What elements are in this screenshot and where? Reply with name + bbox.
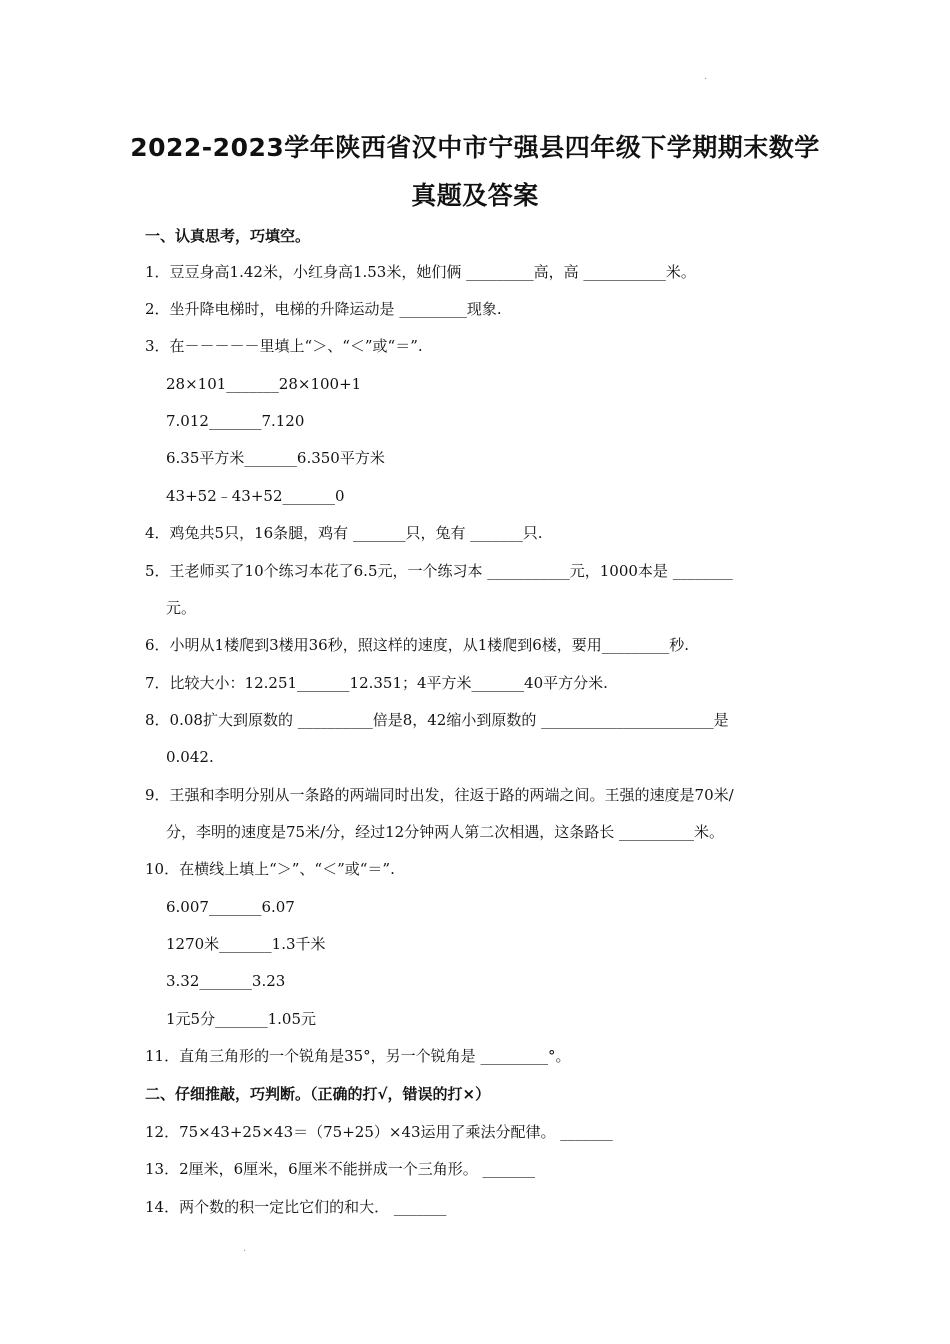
question-9-continued: 分，李明的速度是75米/分，经过12分钟两人第二次相遇，这条路长 __________米。 [166,823,724,841]
section-1-heading: 一、认真思考，巧填空。 [145,227,311,245]
question-10-item-4: 1元5分_______1.05元 [166,1010,316,1028]
question-8-continued: 0.042. [166,748,214,766]
question-12: 12．75×43+25×43＝（75+25）×43运用了乘法分配律。 _______ [145,1123,613,1141]
title-line-1: 2022-2023学年陕西省汉中市宁强县四年级下学期期末数学 [130,133,820,162]
question-3: 3．在－－－－－里填上“＞、“＜”或“＝”. [145,337,423,355]
question-6: 6．小明从1楼爬到3楼用36秒，照这样的速度，从1楼爬到6楼，要用_________秒. [145,636,690,654]
question-10-item-3: 3.32_______3.23 [166,972,286,990]
question-2: 2．坐升降电梯时，电梯的升降运动是 _________现象. [145,300,502,318]
question-4: 4．鸡兔共5只，16条腿，鸡有 _______只，兔有 _______只. [145,524,543,542]
question-14: 14．两个数的积一定比它们的和大． _______ [145,1198,447,1216]
question-5-continued: 元。 [166,599,197,617]
question-5: 5．王老师买了10个练习本花了6.5元，一个练习本 ___________元，1000本是 ________ [145,562,733,580]
question-10-item-2: 1270米_______1.3千米 [166,935,326,953]
question-3-item-4: 43+52﹣43+52_______0 [166,487,345,505]
top-dot-mark: · [704,74,708,85]
title-line-2: 真题及答案 [411,181,539,210]
question-7: 7．比较大小：12.251_______12.351；4平方米_______40平方分米. [145,674,608,692]
section-2-heading: 二、仔细推敲，巧判断。（正确的打√，错误的打×） [145,1085,491,1103]
bottom-dot-mark: · [243,1246,247,1257]
question-10-item-1: 6.007_______6.07 [166,898,295,916]
question-8: 8．0.08扩大到原数的 __________倍是8，42缩小到原数的 _______________________是 [145,711,729,729]
question-13: 13．2厘米，6厘米，6厘米不能拼成一个三角形。 _______ [145,1160,535,1178]
question-3-item-3: 6.35平方米_______6.350平方米 [166,449,385,467]
question-3-item-2: 7.012_______7.120 [166,412,305,430]
question-9: 9．王强和李明分别从一条路的两端同时出发，往返于路的两端之间。王强的速度是70米/ [145,786,734,804]
question-11: 11．直角三角形的一个锐角是35°，另一个锐角是 _________°。 [145,1047,571,1065]
question-10: 10．在横线上填上“＞”、“＜”或“＝”. [145,860,395,878]
question-1: 1．豆豆身高1.42米，小红身高1.53米，她们俩 _________高，高 ___________米。 [145,263,696,281]
question-3-item-1: 28×101_______28×100+1 [166,375,362,393]
